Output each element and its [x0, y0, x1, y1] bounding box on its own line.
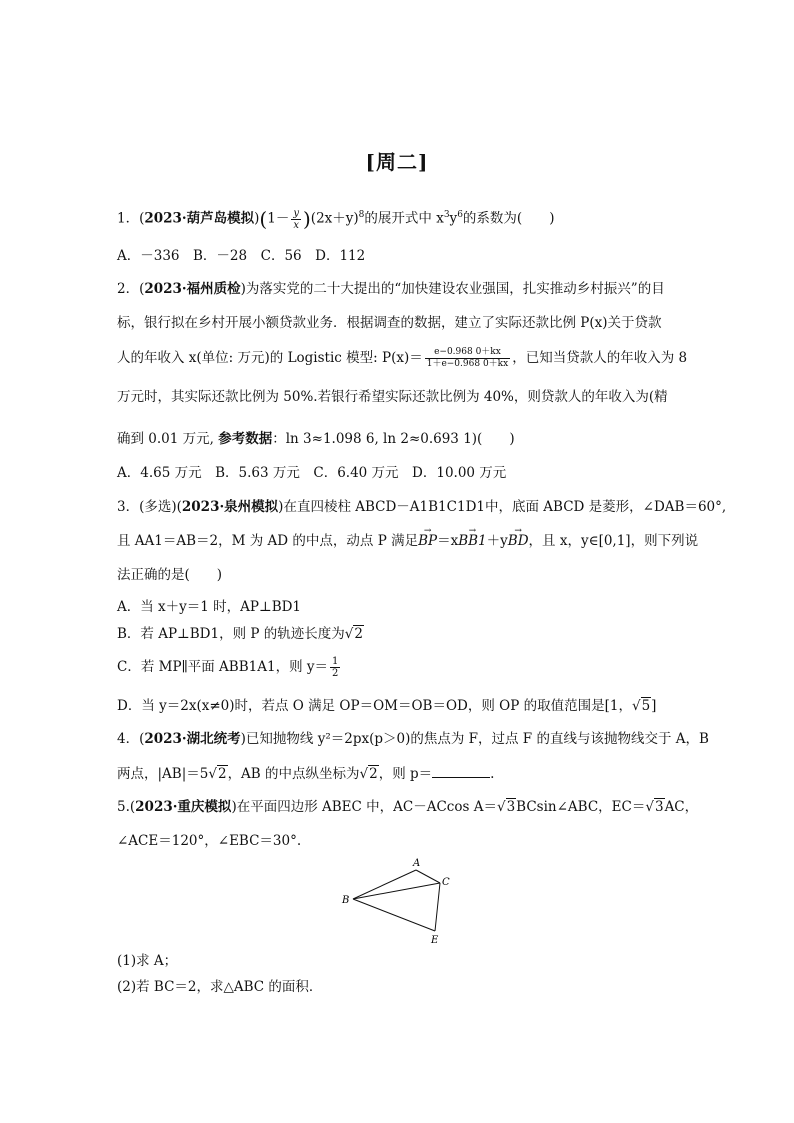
quadrilateral-figure — [336, 852, 466, 947]
label-c: C — [442, 877, 450, 888]
question-1-stem: 1．(2023·葫芦岛模拟)(1－ $\frac{y}{x}$ )$(2x+y)^8$的展开式中 $x^3y^6$的系数为( ) — [117, 207, 555, 231]
segment-ce — [435, 883, 440, 931]
segment-bc — [353, 883, 440, 899]
fraction: $\frac{y}{x}$ — [293, 207, 299, 231]
question-2-line-4: 万元时，其实际还款比例为 50%.若银行希望实际还款比例为 40%，则贷款人的年收入为(精 — [117, 389, 668, 405]
question-4-line-1: 4．(2023·湖北统考)已知抛物线 y²＝2px(p＞0)的焦点为 F，过点 F 的直线与该抛物线交于 A，B — [117, 731, 709, 747]
answer-blank[interactable] — [432, 763, 490, 778]
question-3-option-b: B．若 AP⊥BD1，则 P 的轨迹长度为√2 — [117, 626, 363, 642]
question-5-part-1: (1)求 A； — [117, 953, 178, 969]
vector-bb1: → BB1 — [458, 531, 486, 551]
question-source: 2023·重庆模拟 — [135, 799, 232, 815]
question-source: 2023·湖北统考 — [144, 731, 241, 747]
page-title: [周二] — [365, 150, 429, 174]
question-4-line-2: 两点，|AB|＝5√2，AB 的中点纵坐标为√2，则 p＝ . — [117, 763, 494, 784]
question-2-options: A．4.65 万元 B．5.63 万元 C．6.40 万元 D．10.00 万元 — [117, 465, 507, 481]
question-3-line-2: 且 AA1＝AB＝2，M 为 AD 的中点，动点 P 满足→ BP＝x→ BB1＋y→ BD，且 x，y∈[0,1]，则下列说 — [117, 531, 698, 551]
segment-ac — [416, 870, 440, 883]
question-1-options: A．－336 B．－28 C．56 D．112 — [117, 248, 366, 264]
label-a: A — [413, 858, 421, 869]
fraction: $\frac{1}{2}$ — [332, 656, 339, 679]
vector-bp: → BP — [418, 531, 437, 551]
question-source: 2023·葫芦岛模拟 — [144, 210, 255, 227]
question-2-line-5: 确到 0.01 万元, 参考数据：ln 3≈1.098 6, ln 2≈0.693 1)( ) — [117, 431, 515, 447]
segment-ba — [353, 870, 416, 899]
question-5-part-2: (2)若 BC＝2，求△ABC 的面积． — [117, 979, 323, 995]
question-2-line-2: 标，银行拟在乡村开展小额贷款业务．根据调查的数据，建立了实际还款比例 P(x)关于贷款 — [117, 315, 662, 331]
question-3-option-a: A．当 x＋y＝1 时，AP⊥BD1 — [117, 599, 302, 615]
question-source: 2023·泉州模拟 — [181, 499, 279, 515]
question-2-line-3: 人的年收入 x(单位: 万元)的 Logistic 模型: P(x)＝ $\frac{e-0.968 0+kx}{1+e-0.968 0+kx}$ ，已知当贷款人的年收入为 8 — [117, 347, 688, 369]
question-source: 2023·福州质检 — [144, 281, 241, 297]
segment-be — [353, 899, 435, 931]
vector-bd: → BD — [508, 531, 529, 551]
label-b: B — [342, 895, 350, 906]
question-5-line-1: 5.(2023·重庆模拟)在平面四边形 ABEC 中，AC－ACcos A＝√3BCsin∠ABC，EC＝√3AC， — [117, 799, 699, 815]
question-5-line-2: ∠ACE＝120°，∠EBC＝30°. — [117, 833, 302, 849]
label-e: E — [431, 935, 439, 946]
question-3-option-c: C．若 MP∥平面 ABB1A1，则 y＝ $\frac{1}{2}$ — [117, 656, 339, 679]
question-3-line-1: 3．(多选)(2023·泉州模拟)在直四棱柱 ABCD－A1B1C1D1中，底面 ABCD 是菱形，∠DAB＝60°, — [117, 499, 727, 515]
question-3-option-d: D．当 y＝2x(x≠0)时，若点 O 满足 OP＝OM＝OB＝OD，则 OP 的取值范围是[1，√5] — [117, 698, 657, 714]
question-2-line-1: 2．(2023·福州质检)为落实党的二十大提出的“加快建设农业强国，扎实推动乡村振兴”的目 — [117, 281, 665, 297]
logistic-fraction: $\frac{e-0.968 0+kx}{1+e-0.968 0+kx}$ — [426, 347, 509, 369]
question-3-line-3: 法正确的是( ) — [117, 567, 223, 583]
